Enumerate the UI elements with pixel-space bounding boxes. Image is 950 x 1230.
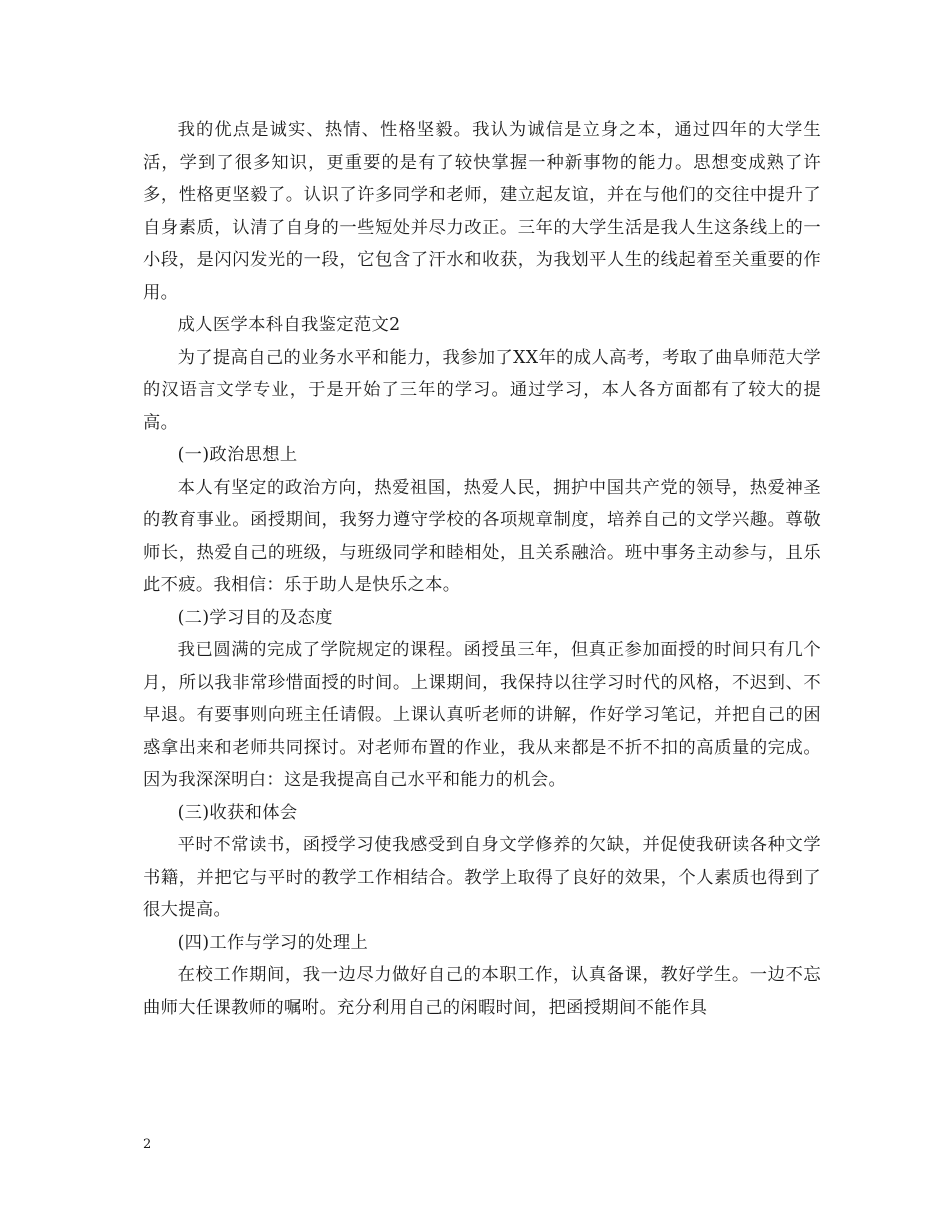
paragraph-political-thought: 本人有坚定的政治方向，热爱祖国，热爱人民，拥护中国共产党的领导，热爱神圣的教育事业。函授期间，我努力遵守学校的各项规章制度，培养自己的文学兴趣。尊敬师长，热爱自己的班级，与班级同学和睦相处，且关系融洽。班中事务主动参与，且乐此不疲。我相信：乐于助人是快乐之本。 [143,477,821,595]
subheading-study-attitude: (二)学习目的及态度 [177,607,333,628]
subheading-gains: (三)收获和体会 [177,802,298,823]
paragraph-work-study-balance: 在校工作期间，我一边尽力做好自己的本职工作，认真备课，教好学生。一边不忘曲师大任课教师的嘱咐。充分利用自己的闲暇时间，把函授期间不能作具 [143,965,821,1018]
subheading-work-study-balance: (四)工作与学习的处理上 [177,932,369,953]
subheading-political-thought: (一)政治思想上 [177,445,298,465]
page-number: 2 [143,1137,152,1152]
paragraph-strengths: 我的优点是诚实、热情、性格坚毅。我认为诚信是立身之本，通过四年的大学生活，学到了很多知识，更重要的是有了较快掌握一种新事物的能力。思想变成熟了许多，性格更坚毅了。认识了许多同学和老师，建立起友谊，并在与他们的交往中提升了自身素质，认清了自身的一些短处并尽力改正。三年的大学生活是我人生这条线上的一小段，是闪闪发光的一段，它包含了汗水和收获，为我划平人生的线起着至关重要的作用。 [143,120,821,303]
paragraph-study-attitude: 我已圆满的完成了学院规定的课程。函授虽三年，但真正参加面授的时间只有几个月，所以我非常珍惜面授的时间。上课期间，我保持以往学习时代的风格，不迟到、不早退。有要事则向班主任请假。上课认真听老师的讲解，作好学习笔记，并把自己的困惑拿出来和老师共同探讨。对老师布置的作业，我从来都是不折不扣的高质量的完成。因为我深深明白：这是我提高自己水平和能力的机会。 [143,640,821,790]
document-body [143,114,821,1024]
paragraph-gains: 平时不常读书，函授学习使我感受到自身文学修养的欠缺，并促使我研读各种文学书籍，并把它与平时的教学工作相结合。教学上取得了良好的效果，个人素质也得到了很大提高。 [143,835,821,920]
paragraph-intro: 为了提高自己的业务水平和能力，我参加了XX年的成人高考，考取了曲阜师范大学的汉语言文学专业，于是开始了三年的学习。通过学习，本人各方面都有了较大的提高。 [143,347,821,433]
section-title-sample-2: 成人医学本科自我鉴定范文2 [177,315,401,335]
